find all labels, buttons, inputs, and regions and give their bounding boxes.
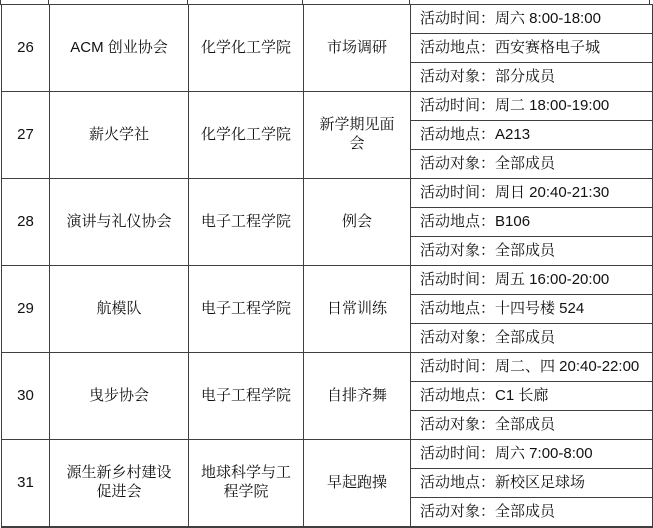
activity-place-value: C1 长廊 [495,386,549,404]
activity-place-label: 活动地点： [420,212,496,230]
college-cell: 化学化工学院 [189,5,304,92]
activity-place-label: 活动地点： [420,473,496,491]
activity-target-label: 活动对象： [420,328,496,346]
activity-target-label: 活动对象： [420,415,496,433]
activity-name-cell: 新学期见面会 [304,92,411,179]
activity-time-label: 活动时间： [420,270,496,288]
activity-target-cell [411,150,653,179]
activity-time-cell [411,353,653,382]
activity-time-label: 活动时间： [420,96,496,114]
activity-place-value: 十四号楼 524 [495,299,585,317]
table-row [2,266,653,295]
club-name-cell: 曳步协会 [50,353,189,440]
activity-place-cell [411,34,653,63]
activity-name-cell: 日常训练 [304,266,411,353]
activity-time-value: 周二 18:00-19:00 [495,96,610,114]
table-row [2,179,653,208]
activity-name-cell: 自排齐舞 [304,353,411,440]
activity-place-cell [411,295,653,324]
activity-time-cell [411,440,653,469]
club-name-cell: 航模队 [50,266,189,353]
table-row [2,353,653,382]
activity-place-cell [411,121,653,150]
activity-time-value: 周六 7:00-8:00 [495,444,593,462]
row-number-cell: 28 [2,179,50,266]
activity-target-value: 全部成员 [495,241,556,259]
activity-target-label: 活动对象： [420,154,496,172]
activity-time-value: 周五 16:00-20:00 [495,270,610,288]
activity-time-label: 活动时间： [420,9,496,27]
activity-time-cell [411,5,653,34]
activity-time-cell [411,266,653,295]
activity-time-value: 周六 8:00-18:00 [495,9,601,27]
row-number-cell: 27 [2,92,50,179]
activity-name-cell: 市场调研 [304,5,411,92]
table-row [2,440,653,469]
college-cell: 化学化工学院 [189,92,304,179]
college-cell: 电子工程学院 [189,266,304,353]
activity-place-value: 西安赛格电子城 [495,38,601,56]
activity-name-cell: 早起跑操 [304,440,411,528]
activity-place-label: 活动地点： [420,125,496,143]
activity-place-cell [411,469,653,498]
activity-place-label: 活动地点： [420,38,496,56]
activity-place-value: A213 [495,125,531,143]
activity-time-value: 周日 20:40-21:30 [495,183,610,201]
row-number-cell: 29 [2,266,50,353]
activity-place-value: 新校区足球场 [495,473,586,491]
activity-target-value: 全部成员 [495,415,556,433]
activity-place-label: 活动地点： [420,299,496,317]
activity-time-cell [411,179,653,208]
table-row [2,5,653,34]
activity-target-value: 全部成员 [495,328,556,346]
table-row [2,92,653,121]
row-number-cell: 31 [2,440,50,528]
activity-target-cell [411,411,653,440]
activity-time-cell [411,92,653,121]
activity-target-label: 活动对象： [420,67,496,85]
activity-target-value: 全部成员 [495,502,556,520]
activity-time-value: 周二、四 20:40-22:00 [495,357,640,375]
club-name-cell: ACM 创业协会 [50,5,189,92]
college-cell: 电子工程学院 [189,179,304,266]
club-name-cell: 演讲与礼仪协会 [50,179,189,266]
activity-target-cell [411,324,653,353]
activity-target-cell [411,498,653,528]
activity-time-label: 活动时间： [420,183,496,201]
activity-target-label: 活动对象： [420,241,496,259]
activity-time-label: 活动时间： [420,357,496,375]
activity-target-value: 部分成员 [495,67,556,85]
college-cell: 地球科学与工程学院 [189,440,304,528]
activity-place-label: 活动地点： [420,386,496,404]
row-number-cell: 30 [2,353,50,440]
activity-target-cell [411,63,653,92]
club-name-cell: 薪火学社 [50,92,189,179]
club-name-cell: 源生新乡村建设促进会 [50,440,189,528]
activity-place-cell [411,382,653,411]
college-cell: 电子工程学院 [189,353,304,440]
row-number-cell: 26 [2,5,50,92]
activity-name-cell: 例会 [304,179,411,266]
activity-place-value: B106 [495,212,531,230]
activity-time-label: 活动时间： [420,444,496,462]
activities-table [1,4,653,528]
activity-target-value: 全部成员 [495,154,556,172]
activity-target-label: 活动对象： [420,502,496,520]
activity-target-cell [411,237,653,266]
activity-place-cell [411,208,653,237]
